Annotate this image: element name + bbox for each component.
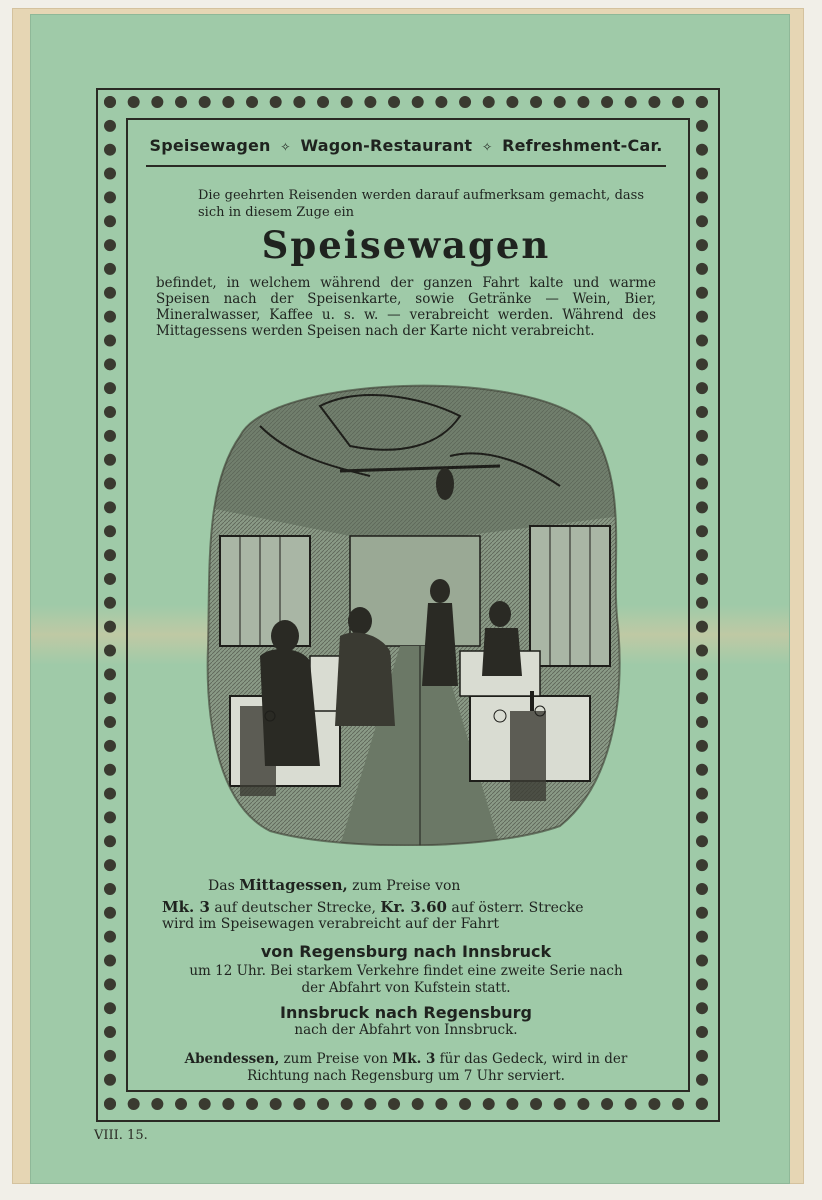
separator-icon: ✧ [482, 140, 493, 154]
title-refreshment-car: Refreshment-Car. [502, 136, 663, 155]
header-titles [138, 136, 674, 155]
route1-note: um 12 Uhr. Bei starkem Verkehre findet eine zweite Serie nach der Abfahrt von Kufstein statt. [189, 963, 623, 996]
body-paragraph: befindet, in welchem während der ganzen Fahrt kalte und warme Speisen nach der Speisenkarte, sowie Getränke — Wein, Bier, Mineralwasser, Kaffee u. s. w. — verabreicht werden. Während des Mittagessens werden Speisen nach der Karte nicht verabreicht. [156, 275, 656, 339]
header-rule [146, 165, 666, 167]
lunch-line-3: wird im Speisewagen verabreicht auf der Fahrt [162, 916, 500, 932]
title-speisewagen: Speisewagen [149, 136, 271, 155]
dinner-text-1: zum Preise von [279, 1051, 393, 1067]
intro-text: Die geehrten Reisenden werden darauf aufmerksam gemacht, dass sich in diesem Zuge ein [198, 188, 644, 220]
lunch-line-1 [138, 876, 674, 894]
lunch-section [138, 876, 674, 1085]
lunch-post: zum Preise von [347, 878, 461, 894]
lunch-line-2 [138, 898, 674, 916]
price-german-text: auf deutscher Strecke, [209, 900, 381, 916]
route2-note: nach der Abfahrt von Innsbruck. [294, 1022, 518, 1038]
dining-car-illustration [200, 366, 622, 846]
dinner-price: Mk. 3 [392, 1051, 436, 1067]
print-code: VIII. 15. [94, 1128, 148, 1143]
separator-icon: ✧ [280, 140, 291, 154]
dinner-bold: Abendessen, [184, 1051, 280, 1067]
route-innsbruck-regensburg: Innsbruck nach Regensburg [280, 1003, 532, 1022]
price-austrian: Kr. 3.60 [380, 898, 447, 916]
price-german: Mk. 3 [162, 898, 210, 916]
title-wagon-restaurant: Wagon-Restaurant [300, 136, 473, 155]
route-regensburg-innsbruck: von Regensburg nach Innsbruck [260, 942, 552, 961]
lunch-bold: Mittagessen, [239, 876, 348, 894]
dinner-text-2: für das Gedeck, wird in der Richtung nach Regensburg um 7 Uhr serviert. [247, 1051, 628, 1084]
lunch-pre: Das [208, 878, 240, 894]
headline: Speisewagen [261, 223, 551, 267]
dinner-text [138, 1051, 674, 1085]
flyer-content [138, 124, 674, 1084]
price-austrian-text: auf österr. Strecke [446, 900, 584, 916]
